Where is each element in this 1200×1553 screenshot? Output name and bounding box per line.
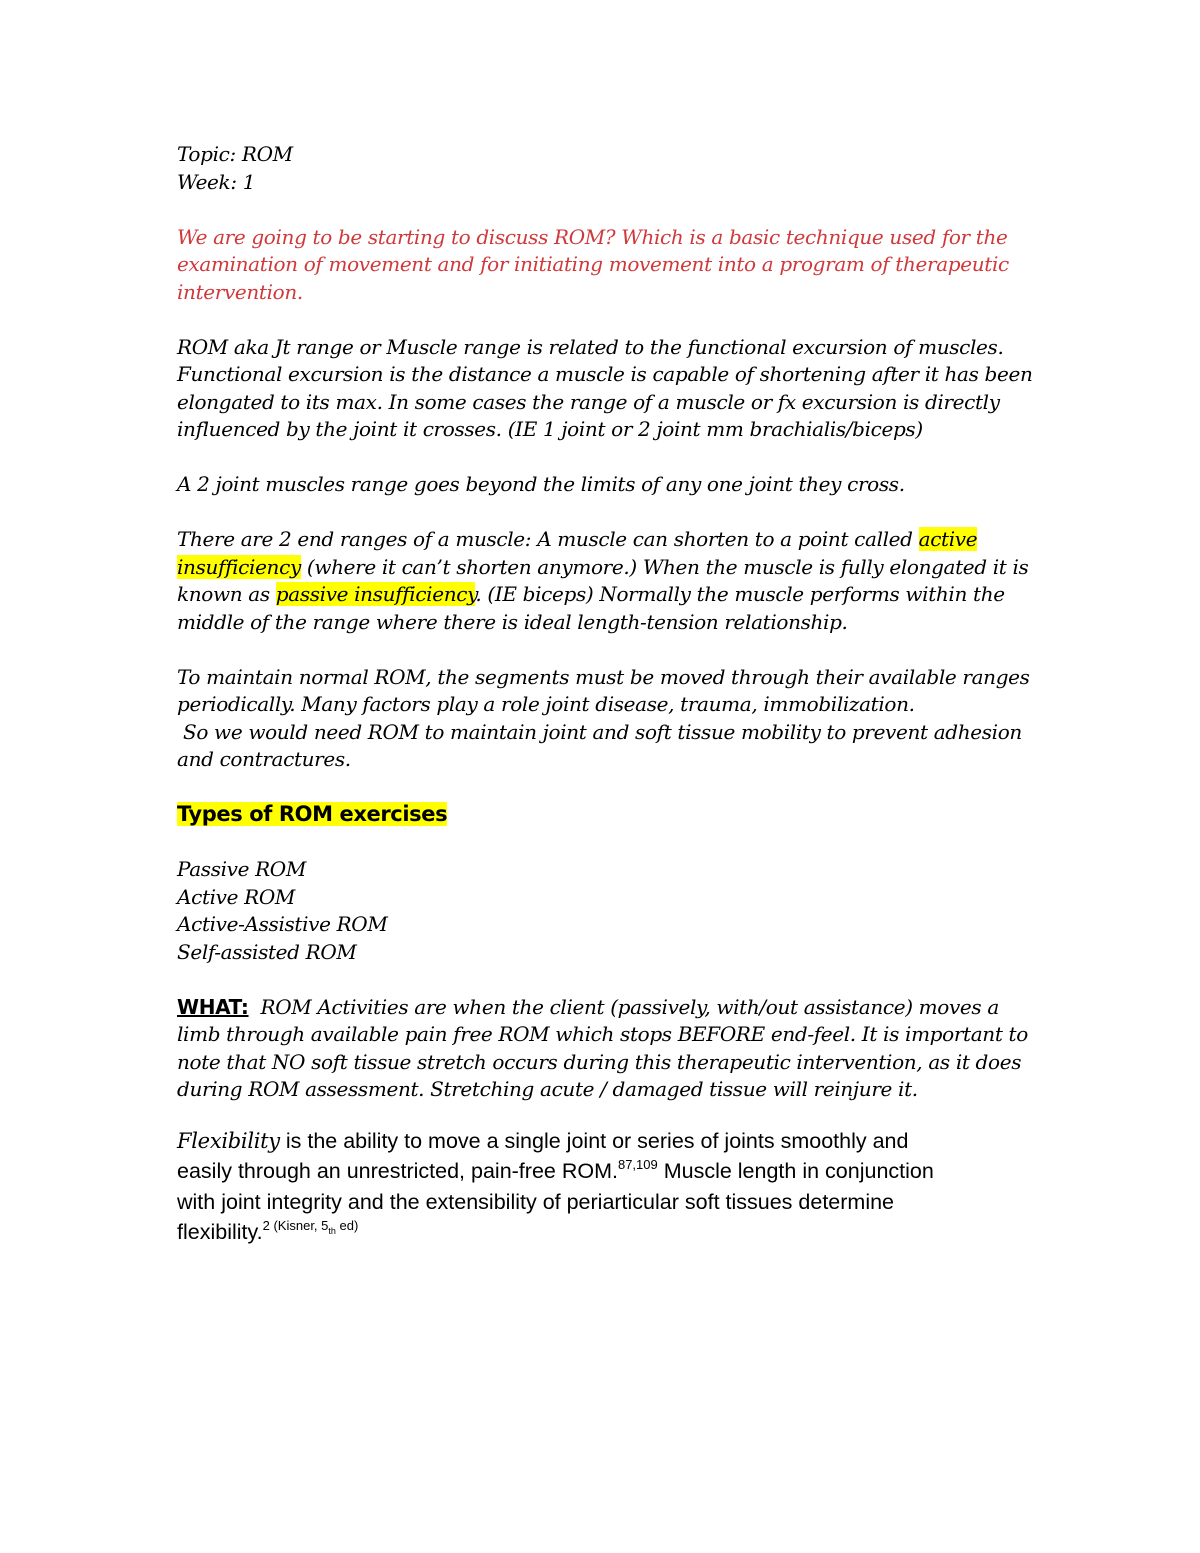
types-list-item: Active ROM [177, 884, 296, 909]
text-run: . (IE biceps) Normally the muscle performs within the [475, 582, 1005, 606]
what-label: WHAT: [177, 994, 249, 1019]
types-heading [177, 801, 1037, 829]
maintain-rom-paragraph [177, 664, 1037, 774]
flexibility-paragraph [177, 1126, 1037, 1248]
what-line: note that NO soft tissue stretch occurs during this therapeutic intervention, as it does [177, 1049, 1022, 1074]
document-body [177, 141, 1037, 1248]
end-ranges-line [177, 554, 1037, 582]
text-run: easily through an unrestricted, pain-free ROM. [177, 1159, 618, 1183]
rom-definition-paragraph [177, 334, 1037, 444]
end-ranges-paragraph [177, 526, 1037, 636]
highlight-active: active [918, 527, 978, 551]
rom-line: ROM aka Jt range or Muscle range is related to the functional excursion of muscles. [177, 334, 1004, 359]
what-line [177, 994, 1037, 1022]
types-list-item: Self-assisted ROM [177, 939, 357, 964]
topic-line: Topic: ROM [177, 142, 293, 166]
what-line: limb through available pain free ROM which stops BEFORE end-feel. It is important to [177, 1022, 1028, 1046]
maintain-line: To maintain normal ROM, the segments must be moved through their available ranges [177, 664, 1030, 689]
citation-subscript: th [328, 1226, 336, 1236]
rom-line: influenced by the joint it crosses. (IE 1 joint or 2 joint mm brachialis/biceps) [177, 417, 923, 441]
text-run: There are 2 end ranges of a muscle: A muscle can shorten to a point called [177, 527, 919, 551]
flexibility-term: Flexibility [177, 1128, 280, 1153]
citation-number: 2 [262, 1218, 270, 1233]
maintain-line: So we would need ROM to maintain joint and soft tissue mobility to prevent adhesion [177, 719, 1022, 744]
citation-superscript: 87,109 [617, 1157, 658, 1172]
citation-source: (Kisner, 5 [269, 1218, 329, 1233]
what-line: during ROM assessment. Stretching acute / damaged tissue will reinjure it. [177, 1077, 918, 1101]
text-run: is the ability to move a single joint or series of joints smoothly and [279, 1128, 909, 1153]
text-run: ROM Activities are when the client (passively, with/out assistance) moves a [248, 994, 999, 1019]
week-line: Week: 1 [177, 169, 256, 194]
text-run: (where it can’t shorten anymore.) When the muscle is fully elongated it is [300, 554, 1029, 579]
rom-line: Functional excursion is the distance a muscle is capable of shortening after it has been [177, 362, 1033, 386]
intro-paragraph: We are going to be starting to discuss ROM? Which is a basic technique used for the examination of movement and for initiating movement into a program of therapeutic intervention. [177, 224, 1009, 304]
what-paragraph [177, 994, 1037, 1104]
text-run: flexibility. [177, 1220, 263, 1244]
flexibility-line [177, 1217, 1037, 1248]
end-ranges-line [177, 581, 1037, 609]
types-list-item: Active-Assistive ROM [177, 912, 388, 936]
flexibility-line [177, 1156, 1037, 1187]
text-run: known as [177, 582, 276, 606]
types-heading-text: Types of ROM exercises [177, 802, 448, 826]
text-run: Muscle length in conjunction [657, 1159, 934, 1183]
highlight-passive-insufficiency: passive insufficiency [275, 582, 476, 606]
maintain-line: periodically. Many factors play a role joint disease, trauma, immobilization. [177, 692, 915, 716]
end-ranges-line [177, 526, 1037, 554]
flexibility-line: with joint integrity and the extensibility of periarticular soft tissues determine [177, 1189, 895, 1214]
flexibility-line [177, 1126, 1037, 1157]
end-ranges-line: middle of the range where there is ideal length-tension relationship. [177, 609, 848, 634]
types-list [177, 856, 1037, 966]
maintain-line: and contractures. [177, 747, 351, 771]
citation-edition: ed) [335, 1218, 359, 1233]
two-joint-paragraph: A 2 joint muscles range goes beyond the limits of any one joint they cross. [177, 472, 905, 496]
types-list-item: Passive ROM [177, 857, 306, 881]
rom-line: elongated to its max. In some cases the range of a muscle or fx excursion is directly [177, 389, 1000, 414]
citation-superscript [262, 1218, 359, 1236]
highlight-insufficiency: insufficiency [177, 554, 301, 579]
